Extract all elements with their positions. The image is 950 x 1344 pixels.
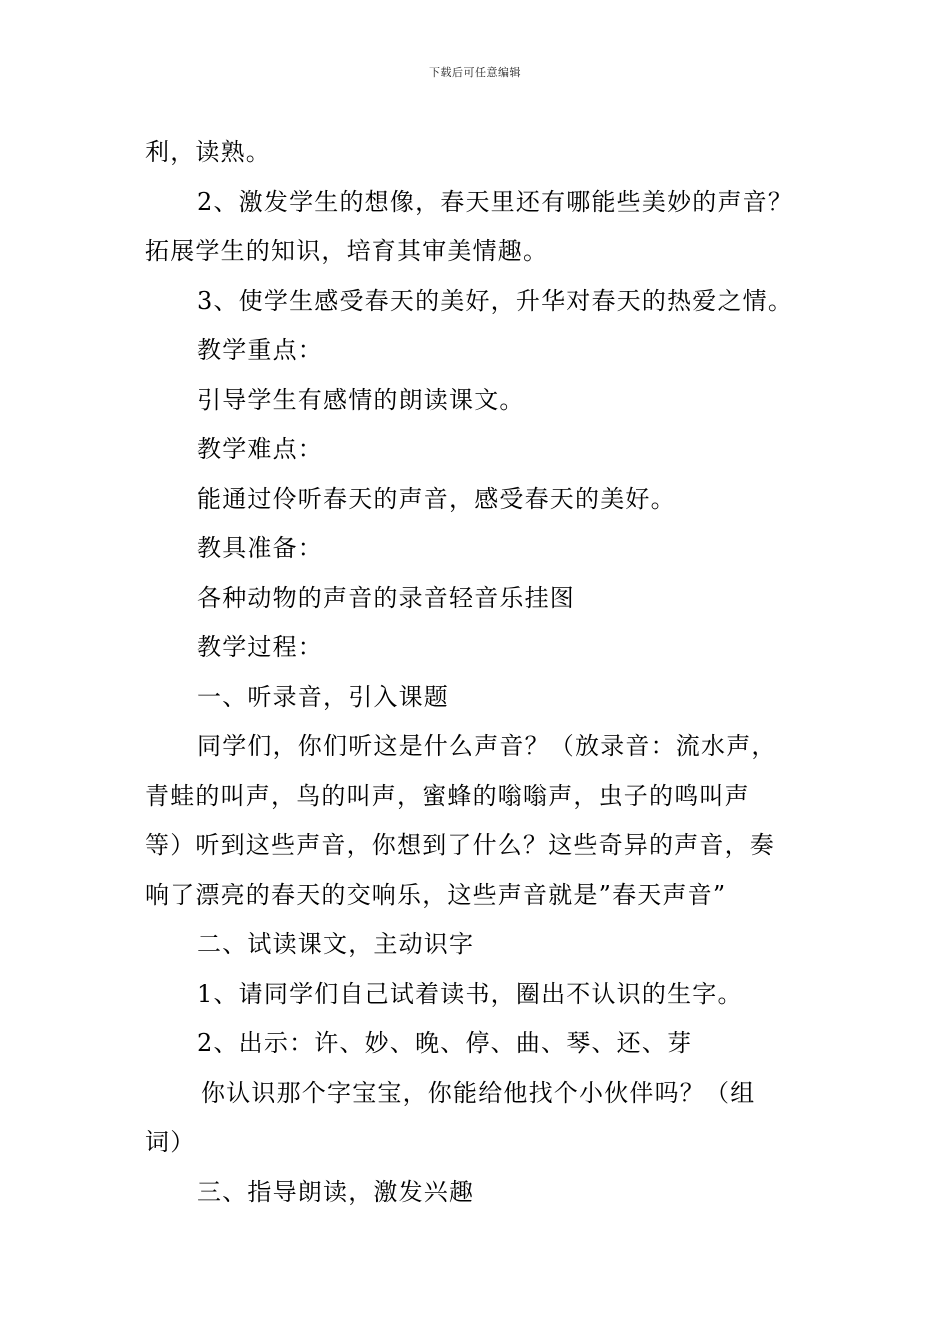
paragraph-line: 同学们，你们听这是什么声音？（放录音：流水声， [197, 732, 777, 760]
section-heading: 三、指导朗读，激发兴趣 [197, 1177, 475, 1206]
paragraph-line: 2、出示：许、妙、晚、停、曲、琴、还、芽 [197, 1029, 693, 1057]
paragraph-line: 响了漂亮的春天的交响乐，这些声音就是”春天声音” [145, 880, 727, 909]
paragraph-line: 拓展学生的知识，培育其审美情趣。 [145, 237, 549, 265]
paragraph-line: 能通过伶听春天的声音，感受春天的美好。 [197, 484, 676, 513]
section-heading: 教学过程： [197, 633, 323, 661]
section-heading: 一、听录音，引入课题 [197, 682, 449, 711]
paragraph-line: 利，读熟。 [145, 138, 271, 166]
section-heading: 二、试读课文，主动识字 [197, 930, 475, 958]
section-heading: 教学重点： [197, 336, 323, 364]
paragraph-line: 3、使学生感受春天的美好，升华对春天的热爱之情。 [197, 286, 794, 315]
paragraph-line: 词） [145, 1128, 196, 1156]
section-heading: 教具准备： [197, 534, 323, 562]
paragraph-line: 引导学生有感情的朗读课文。 [197, 385, 525, 414]
paragraph-line: 等）听到这些声音，你想到了什么？这些奇异的声音，奏 [145, 831, 775, 859]
paragraph-line: 青蛙的叫声，鸟的叫声，蜜蜂的嗡嗡声，虫子的鸣叫声 [145, 781, 750, 810]
paragraph-line: 你认识那个字宝宝，你能给他找个小伙伴吗？（组 [201, 1078, 756, 1107]
paragraph-line: 各种动物的声音的录音轻音乐挂图 [197, 583, 575, 612]
paragraph-line: 2、激发学生的想像，春天里还有哪能些美妙的声音？ [197, 187, 794, 216]
page-header: 下载后可任意编辑 [429, 66, 521, 79]
document-body [145, 128, 807, 1217]
section-heading: 教学难点： [197, 435, 323, 463]
paragraph-line: 1、请同学们自己试着读书，圈出不认识的生字。 [197, 979, 743, 1008]
